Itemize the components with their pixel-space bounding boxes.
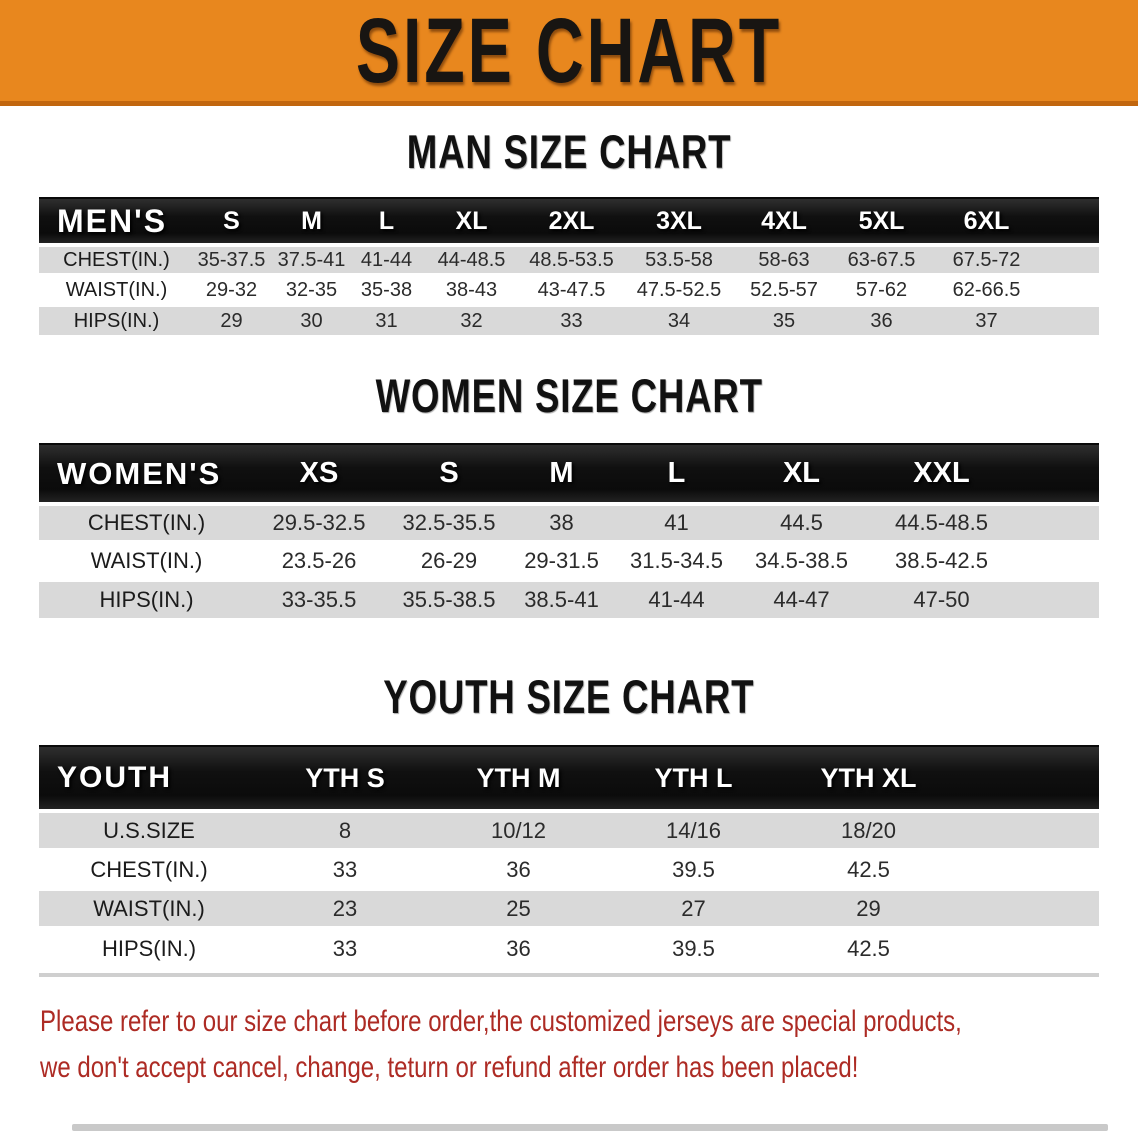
youth-row-label: U.S.SIZE xyxy=(103,817,195,843)
youth-row-filler xyxy=(956,928,1099,967)
men-size-value: 63-67.5 xyxy=(847,248,916,271)
youth-size-value: 33 xyxy=(332,935,358,961)
men-row-filler xyxy=(1039,245,1099,275)
men-size-value: 31 xyxy=(375,309,398,332)
men-size-value: 37 xyxy=(975,309,998,332)
youth-size-value: 23 xyxy=(332,895,358,921)
men-section-heading xyxy=(0,125,1138,178)
youth-size-value: 27 xyxy=(681,895,706,921)
youth-size-table xyxy=(39,745,1099,967)
women-column-header: XL xyxy=(744,444,859,504)
men-row-label: WAIST(IN.) xyxy=(65,278,168,301)
women-size-value: 44.5 xyxy=(780,510,823,535)
youth-size-value: 42.5 xyxy=(847,935,890,961)
youth-size-value: 10/12 xyxy=(490,817,547,843)
men-row-label: CHEST(IN.) xyxy=(63,248,170,271)
women-row-label: HIPS(IN.) xyxy=(99,587,194,612)
youth-column-header: YTH S xyxy=(259,746,431,811)
women-size-value: 47-50 xyxy=(913,587,970,612)
women-size-value: 35.5-38.5 xyxy=(402,587,496,612)
women-size-value: 33-35.5 xyxy=(281,587,357,612)
women-size-value: 44-47 xyxy=(773,587,830,612)
men-header-filler xyxy=(1039,198,1099,245)
women-table-row xyxy=(39,504,1099,542)
men-size-value: 58-63 xyxy=(758,248,810,271)
men-size-value: 30 xyxy=(300,309,323,332)
youth-row-filler xyxy=(956,811,1099,850)
men-column-header: 2XL xyxy=(524,198,619,245)
men-size-value: 37.5-41 xyxy=(277,248,346,271)
youth-size-value: 39.5 xyxy=(672,935,715,961)
women-size-value: 38.5-42.5 xyxy=(895,548,988,573)
youth-row-label: CHEST(IN.) xyxy=(90,856,208,882)
youth-size-value: 36 xyxy=(506,856,531,882)
men-size-table xyxy=(39,197,1099,335)
women-row-label: CHEST(IN.) xyxy=(87,510,206,535)
disclaimer-note xyxy=(40,999,1138,1091)
men-column-header: S xyxy=(194,198,269,245)
men-size-value: 44-48.5 xyxy=(437,248,506,271)
men-size-value: 47.5-52.5 xyxy=(636,278,722,301)
women-size-value: 34.5-38.5 xyxy=(755,548,848,573)
youth-size-value: 8 xyxy=(338,817,352,843)
men-size-value: 35-37.5 xyxy=(197,248,266,271)
women-size-value: 44.5-48.5 xyxy=(895,510,988,535)
women-row-filler xyxy=(1024,542,1099,580)
men-corner-label: MEN'S xyxy=(39,198,194,245)
youth-table-row xyxy=(39,928,1099,967)
youth-table-row xyxy=(39,889,1099,928)
women-section-heading xyxy=(0,369,1138,422)
men-column-header: M xyxy=(269,198,354,245)
youth-table-row xyxy=(39,811,1099,850)
women-size-table xyxy=(39,443,1099,618)
youth-size-value: 36 xyxy=(506,935,531,961)
youth-column-header: YTH M xyxy=(431,746,606,811)
women-column-header: XXL xyxy=(859,444,1024,504)
women-corner-label: WOMEN'S xyxy=(39,444,254,504)
disclaimer-line-1: Please refer to our size chart before order,the customized jerseys are special products, xyxy=(40,1005,962,1038)
women-row-label: WAIST(IN.) xyxy=(90,548,203,573)
youth-size-value: 29 xyxy=(856,895,881,921)
men-header-row xyxy=(39,198,1099,245)
youth-row-label: HIPS(IN.) xyxy=(101,935,197,961)
women-size-value: 26-29 xyxy=(420,548,478,573)
men-size-value: 53.5-58 xyxy=(645,248,713,271)
women-size-value: 38.5-41 xyxy=(524,587,599,612)
men-column-header: 6XL xyxy=(934,198,1039,245)
men-size-value: 57-62 xyxy=(855,278,908,301)
youth-column-header: YTH XL xyxy=(781,746,956,811)
women-column-header: XS xyxy=(254,444,384,504)
youth-section-heading xyxy=(0,670,1138,723)
men-row-filler xyxy=(1039,305,1099,335)
men-column-header: 4XL xyxy=(739,198,829,245)
youth-table-row xyxy=(39,850,1099,889)
youth-size-value: 42.5 xyxy=(847,856,890,882)
men-size-value: 33 xyxy=(560,309,583,332)
men-size-value: 35 xyxy=(772,309,796,332)
men-table-row xyxy=(39,305,1099,335)
women-row-filler xyxy=(1024,504,1099,542)
men-size-value: 36 xyxy=(870,309,893,332)
men-size-value: 43-47.5 xyxy=(537,278,606,301)
youth-corner-label: YOUTH xyxy=(39,746,259,811)
men-size-value: 34 xyxy=(667,309,691,332)
women-size-value: 23.5-26 xyxy=(281,548,357,573)
men-size-value: 35-38 xyxy=(360,278,413,301)
men-column-header: 3XL xyxy=(619,198,739,245)
men-size-value: 32-35 xyxy=(285,278,338,301)
men-size-value: 62-66.5 xyxy=(952,278,1021,301)
women-row-filler xyxy=(1024,580,1099,618)
youth-column-header: YTH L xyxy=(606,746,781,811)
youth-size-value: 25 xyxy=(506,895,531,921)
men-table-row xyxy=(39,245,1099,275)
youth-header-row xyxy=(39,746,1099,811)
men-table-row xyxy=(39,275,1099,305)
women-header-row xyxy=(39,444,1099,504)
women-table-row xyxy=(39,542,1099,580)
men-size-value: 29 xyxy=(220,309,243,332)
youth-size-value: 39.5 xyxy=(672,856,715,882)
men-section-heading-text: MAN SIZE CHART xyxy=(406,125,732,178)
women-header-filler xyxy=(1024,444,1099,504)
men-column-header: L xyxy=(354,198,419,245)
youth-row-filler xyxy=(956,850,1099,889)
men-size-value: 29-32 xyxy=(205,278,258,301)
youth-table-bottom-divider xyxy=(39,973,1099,977)
youth-size-value: 18/20 xyxy=(840,817,897,843)
banner xyxy=(0,0,1138,106)
men-row-filler xyxy=(1039,275,1099,305)
men-size-value: 48.5-53.5 xyxy=(529,248,614,271)
youth-row-filler xyxy=(956,889,1099,928)
women-section-heading-text: WOMEN SIZE CHART xyxy=(375,369,763,422)
men-column-header: 5XL xyxy=(829,198,934,245)
youth-size-value: 14/16 xyxy=(665,817,722,843)
women-size-value: 41-44 xyxy=(648,587,705,612)
youth-header-filler xyxy=(956,746,1099,811)
men-column-header: XL xyxy=(419,198,524,245)
disclaimer-line-2: we don't accept cancel, change, teturn or refund after order has been placed! xyxy=(40,1051,859,1084)
men-row-label: HIPS(IN.) xyxy=(73,309,160,332)
women-column-header: M xyxy=(514,444,609,504)
men-size-value: 41-44 xyxy=(360,248,413,271)
women-size-value: 29-31.5 xyxy=(524,548,599,573)
women-size-value: 38 xyxy=(549,510,574,535)
men-size-value: 52.5-57 xyxy=(750,278,818,301)
women-column-header: S xyxy=(384,444,514,504)
youth-size-value: 33 xyxy=(332,856,358,882)
youth-section-heading-text: YOUTH SIZE CHART xyxy=(383,670,755,723)
women-size-value: 41 xyxy=(664,510,689,535)
women-size-value: 32.5-35.5 xyxy=(402,510,496,535)
women-column-header: L xyxy=(609,444,744,504)
banner-title: SIZE CHART xyxy=(355,0,783,102)
women-table-row xyxy=(39,580,1099,618)
women-size-value: 29.5-32.5 xyxy=(272,510,366,535)
women-size-value: 31.5-34.5 xyxy=(630,548,723,573)
men-size-value: 67.5-72 xyxy=(952,248,1021,271)
men-size-value: 38-43 xyxy=(445,278,498,301)
youth-row-label: WAIST(IN.) xyxy=(93,895,205,921)
men-size-value: 32 xyxy=(460,309,483,332)
bottom-strip xyxy=(72,1124,1108,1131)
